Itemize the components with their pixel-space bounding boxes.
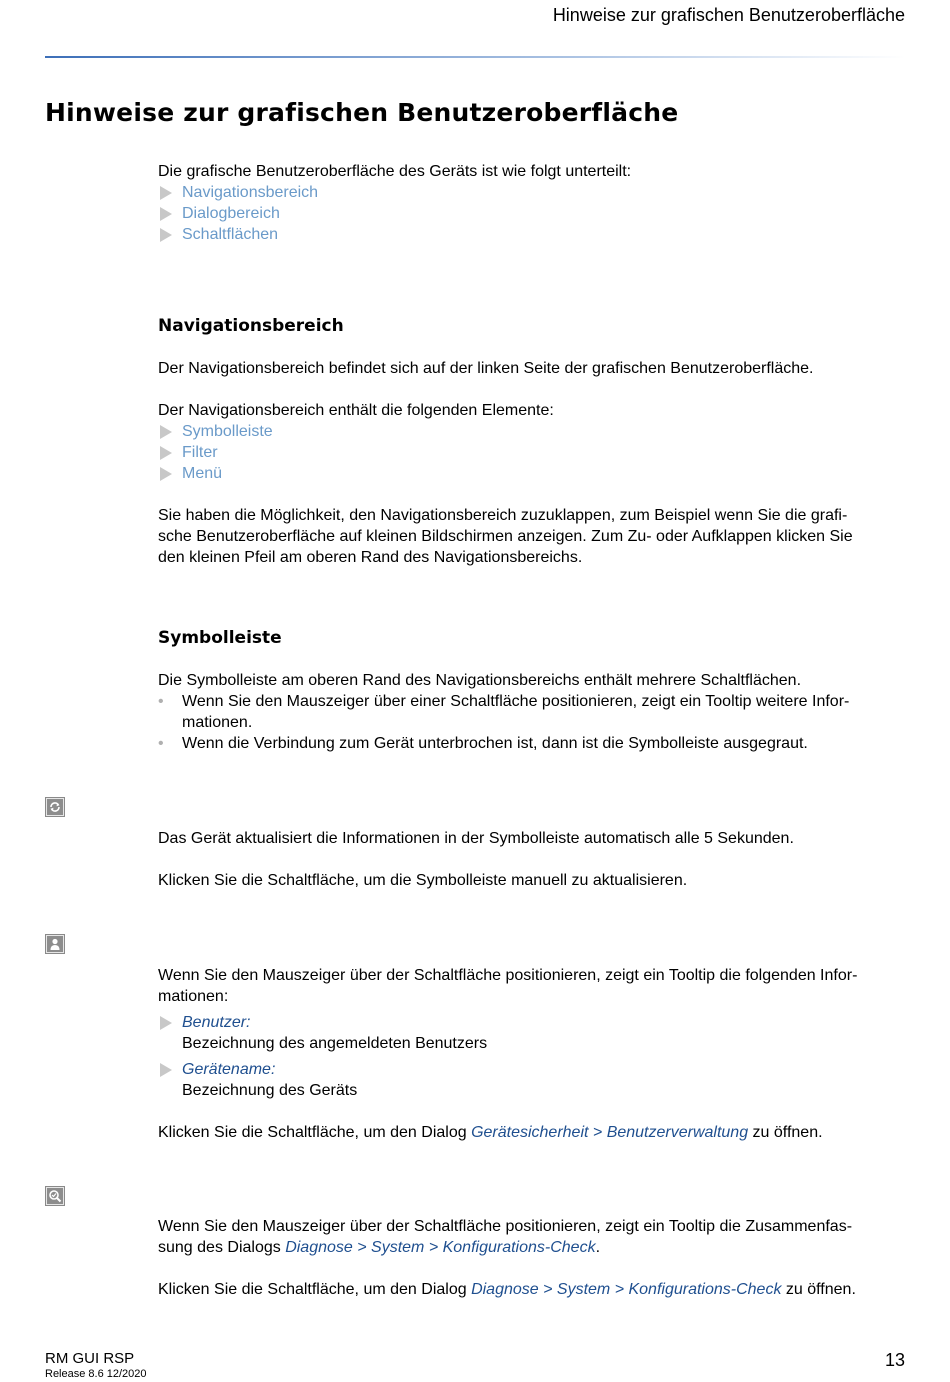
- bullet-text: mationen.: [182, 714, 253, 731]
- bullet-dot: •: [158, 693, 164, 710]
- check-section: [158, 1216, 908, 1300]
- section-heading-navigationsbereich: Navigationsbereich: [158, 316, 344, 336]
- list-item: [158, 691, 908, 733]
- triangle-bullet-icon: [160, 425, 172, 439]
- running-header: Hinweise zur grafischen Benutzeroberfläche: [552, 5, 905, 25]
- user-section: [158, 965, 908, 1143]
- refresh-icon: [47, 799, 63, 815]
- nav-paragraph: sche Benutzeroberfläche auf kleinen Bildschirmen anzeigen. Zum Zu- oder Aufklappen klicken Sie: [158, 528, 853, 545]
- user-button-image: [45, 934, 65, 954]
- check-paragraph: [158, 1237, 908, 1258]
- refresh-button-image: [45, 797, 65, 817]
- bullet-dot: •: [158, 735, 164, 752]
- nav-link-list: [158, 421, 908, 484]
- list-item[interactable]: [158, 224, 908, 245]
- check-paragraph: [158, 1279, 908, 1300]
- info-desc: Bezeichnung des Geräts: [182, 1082, 358, 1099]
- toolbar-bullet-list: [158, 691, 908, 754]
- list-item[interactable]: [158, 182, 908, 203]
- list-item: [158, 1059, 908, 1101]
- footer-info: [45, 1350, 147, 1381]
- user-info-list: [158, 1012, 908, 1101]
- section-heading-symbolleiste: Symbolleiste: [158, 628, 282, 648]
- nav-paragraph: den kleinen Pfeil am oberen Rand des Navigationsbereichs.: [158, 549, 583, 566]
- toolbar-section: [158, 628, 908, 754]
- text: Klicken Sie die Schaltfläche, um den Dialog: [158, 1124, 472, 1141]
- nav-paragraph: Sie haben die Möglichkeit, den Navigationsbereich zuzuklappen, zum Beispiel wenn Sie die grafi-: [158, 507, 848, 524]
- list-item[interactable]: [158, 203, 908, 224]
- refresh-section: [158, 828, 908, 891]
- triangle-bullet-icon: [160, 1063, 172, 1077]
- text: .: [595, 1239, 601, 1256]
- intro-text: Die grafische Benutzeroberfläche des Geräts ist wie folgt unterteilt:: [158, 163, 632, 180]
- link-benutzerverwaltung[interactable]: Gerätesicherheit > Benutzerverwaltung: [471, 1124, 749, 1141]
- nav-section: [158, 316, 908, 568]
- text: sung des Dialogs: [158, 1239, 286, 1256]
- footer-release: Release 8.6 12/2020: [45, 1368, 147, 1380]
- bullet-text: Wenn Sie den Mauszeiger über einer Schaltfläche positionieren, zeigt ein Tooltip weitere Infor-: [182, 693, 850, 710]
- bullet-text: Wenn die Verbindung zum Gerät unterbrochen ist, dann ist die Symbolleiste ausgegraut.: [182, 735, 808, 752]
- text: zu öffnen.: [781, 1281, 856, 1298]
- config-check-button-image: [45, 1186, 65, 1206]
- page-number: 13: [884, 1350, 905, 1370]
- link-symbolleiste[interactable]: Symbolleiste: [182, 423, 273, 440]
- refresh-paragraph: Das Gerät aktualisiert die Informationen in der Symbolleiste automatisch alle 5 Sekunden.: [158, 830, 794, 847]
- user-icon: [47, 936, 63, 952]
- page-title: Hinweise zur grafischen Benutzeroberfläche: [45, 98, 679, 127]
- link-dialogbereich[interactable]: Dialogbereich: [182, 205, 280, 222]
- info-label-geraetename: Gerätename:: [182, 1061, 276, 1078]
- triangle-bullet-icon: [160, 228, 172, 242]
- text: Klicken Sie die Schaltfläche, um den Dialog: [158, 1281, 472, 1298]
- triangle-bullet-icon: [160, 467, 172, 481]
- user-paragraph: mationen:: [158, 988, 229, 1005]
- list-item[interactable]: [158, 421, 908, 442]
- info-label-benutzer: Benutzer:: [182, 1014, 251, 1031]
- info-desc: Bezeichnung des angemeldeten Benutzers: [182, 1035, 488, 1052]
- list-item: [158, 733, 908, 754]
- toolbar-paragraph: Die Symbolleiste am oberen Rand des Navigationsbereichs enthält mehrere Schaltflächen.: [158, 672, 802, 689]
- link-schaltflaechen[interactable]: Schaltflächen: [182, 226, 279, 243]
- list-item[interactable]: [158, 463, 908, 484]
- footer-product: RM GUI RSP: [45, 1350, 135, 1367]
- triangle-bullet-icon: [160, 446, 172, 460]
- header-divider: [45, 56, 905, 58]
- nav-paragraph: Der Navigationsbereich befindet sich auf der linken Seite der grafischen Benutzeroberfläche.: [158, 360, 814, 377]
- list-item[interactable]: [158, 442, 908, 463]
- link-konfigurations-check[interactable]: Diagnose > System > Konfigurations-Check: [471, 1281, 782, 1298]
- user-paragraph: Wenn Sie den Mauszeiger über der Schaltfläche positionieren, zeigt ein Tooltip die folgenden Infor-: [158, 967, 858, 984]
- text: zu öffnen.: [748, 1124, 823, 1141]
- intro-link-list: [158, 182, 908, 245]
- check-paragraph: Wenn Sie den Mauszeiger über der Schaltfläche positionieren, zeigt ein Tooltip die Zusammenfas-: [158, 1218, 853, 1235]
- user-paragraph: [158, 1122, 908, 1143]
- refresh-paragraph: Klicken Sie die Schaltfläche, um die Symbolleiste manuell zu aktualisieren.: [158, 872, 688, 889]
- config-check-icon: [47, 1188, 63, 1204]
- nav-paragraph: Der Navigationsbereich enthält die folgenden Elemente:: [158, 402, 554, 419]
- triangle-bullet-icon: [160, 207, 172, 221]
- link-navigationsbereich[interactable]: Navigationsbereich: [182, 184, 319, 201]
- link-menue[interactable]: Menü: [182, 465, 223, 482]
- intro-section: [158, 161, 908, 245]
- link-konfigurations-check[interactable]: Diagnose > System > Konfigurations-Check: [285, 1239, 596, 1256]
- triangle-bullet-icon: [160, 186, 172, 200]
- triangle-bullet-icon: [160, 1016, 172, 1030]
- link-filter[interactable]: Filter: [182, 444, 218, 461]
- list-item: [158, 1012, 908, 1054]
